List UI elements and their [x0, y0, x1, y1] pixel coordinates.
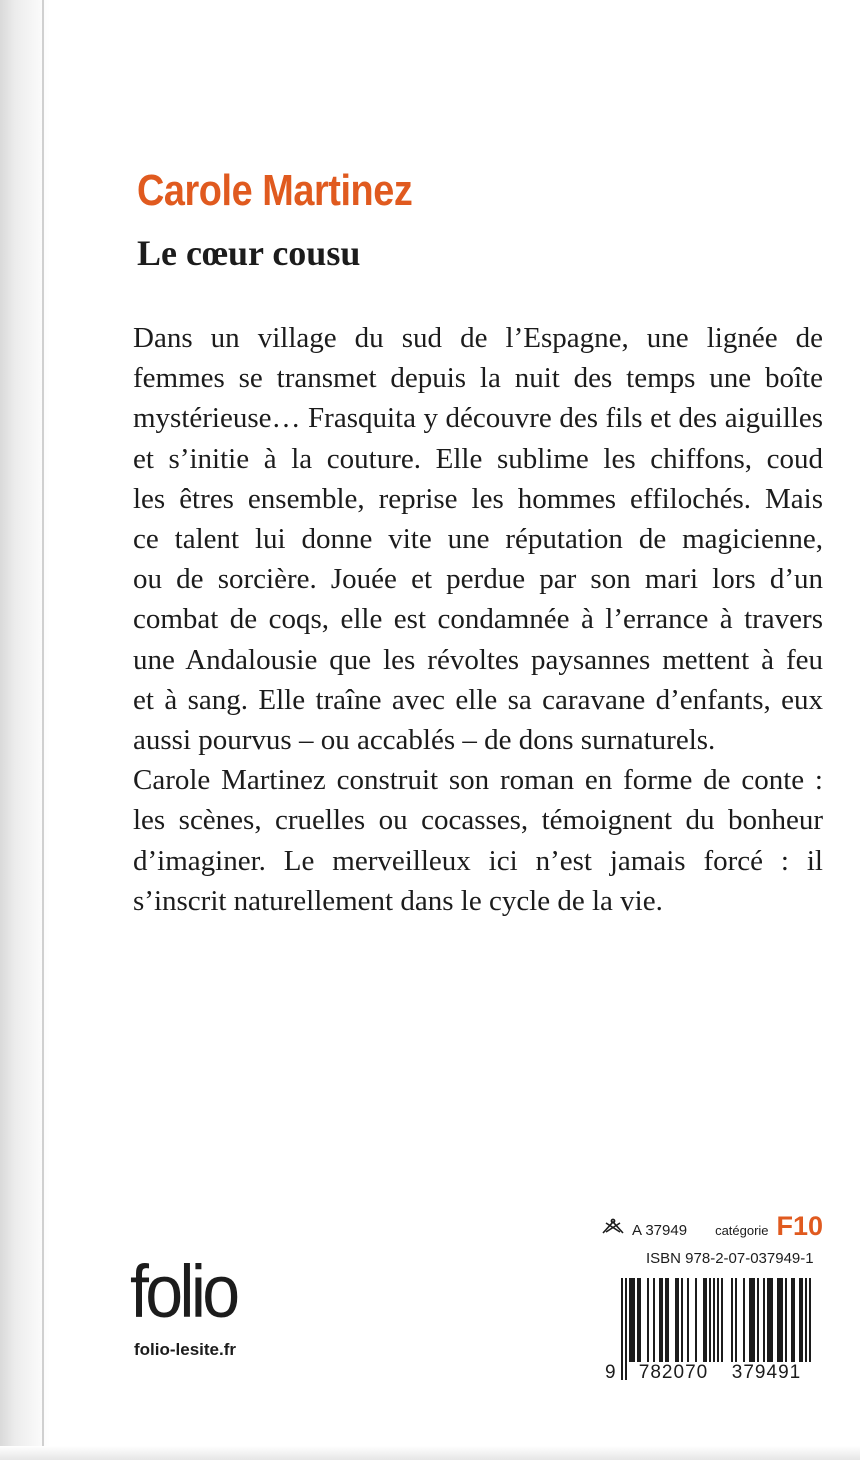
- blurb-line: Carole Martinez construit son roman en forme de conte :: [133, 764, 823, 797]
- book-title: Le cœur cousu: [137, 233, 361, 273]
- barcode-bar: [695, 1278, 697, 1366]
- barcode-bar: [777, 1278, 779, 1366]
- barcode-bar: [709, 1278, 711, 1366]
- barcode-bar: [793, 1278, 795, 1366]
- blurb-line: ou de sorcière. Jouée et perdue par son mari lors d’un: [133, 563, 823, 596]
- barcode-first-digit: 9: [605, 1362, 616, 1383]
- blurb-line: ce talent lui donne vite une réputation de magicienne,: [133, 523, 823, 556]
- barcode-bar: [665, 1278, 667, 1366]
- author-name: Carole Martinez: [137, 166, 413, 215]
- blurb-line: et à sang. Elle traîne avec elle sa caravane d’enfants, eux: [133, 683, 823, 716]
- barcode-bar: [647, 1278, 649, 1366]
- blurb-text: [133, 318, 823, 921]
- barcode-bar: [687, 1278, 689, 1366]
- barcode-bar: [659, 1278, 661, 1366]
- barcode-bar: [785, 1278, 787, 1366]
- blurb-line: s’inscrit naturellement dans le cycle de la vie.: [133, 884, 663, 917]
- barcode-bar: [703, 1278, 705, 1366]
- barcode-bar: [781, 1278, 783, 1366]
- barcode-bar: [735, 1278, 737, 1366]
- barcode-bar: [753, 1278, 755, 1366]
- barcode-bar: [677, 1278, 679, 1366]
- barcode-bar: [721, 1278, 723, 1366]
- publisher-website: folio-lesite.fr: [134, 1340, 237, 1359]
- barcode-bar: [661, 1278, 663, 1366]
- barcode-bar: [751, 1278, 753, 1366]
- barcode-bar: [757, 1278, 759, 1366]
- cover-left-edge: [0, 0, 50, 1460]
- barcode-bar: [675, 1278, 677, 1366]
- barcode-bar: [767, 1278, 769, 1366]
- category-code: F10: [776, 1211, 824, 1241]
- category-label: catégorie: [715, 1223, 769, 1238]
- barcode-bar: [743, 1278, 745, 1366]
- barcode-bar: [763, 1278, 765, 1366]
- barcode-bar: [681, 1278, 683, 1366]
- cover-bottom-edge: [0, 1446, 860, 1460]
- blurb-line: et s’initie à la couture. Elle sublime les chiffons, coud: [133, 442, 823, 475]
- barcode: [605, 1278, 825, 1388]
- barcode-bar: [749, 1278, 751, 1366]
- blurb-line: aussi pourvus – ou accablés – de dons surnaturels.: [133, 724, 716, 757]
- barcode-bar: [705, 1278, 707, 1366]
- gallimard-logo-icon: [600, 1217, 626, 1237]
- barcode-bar: [629, 1278, 631, 1366]
- barcode-bar: [637, 1278, 639, 1366]
- publisher-logo: folio: [130, 1250, 237, 1333]
- isbn-text: ISBN 978-2-07-037949-1: [646, 1250, 814, 1267]
- blurb-line: mystérieuse… Frasquita y découvre des fils et des aiguilles: [133, 402, 823, 435]
- barcode-bar: [769, 1278, 771, 1366]
- catalog-row: [600, 1213, 823, 1240]
- barcode-bar: [653, 1278, 655, 1366]
- barcode-bar: [667, 1278, 669, 1366]
- barcode-bar: [731, 1278, 733, 1366]
- barcode-bar: [779, 1278, 781, 1366]
- blurb-line: combat de coqs, elle est condamnée à l’errance à travers: [133, 603, 823, 636]
- barcode-bar: [639, 1278, 641, 1366]
- catalog-code: A 37949: [632, 1222, 688, 1239]
- barcode-digits: [605, 1362, 825, 1384]
- barcode-bar: [771, 1278, 773, 1366]
- blurb-line: les êtres ensemble, reprise les hommes effilochés. Mais: [133, 482, 823, 515]
- barcode-bar: [799, 1278, 801, 1366]
- blurb-line: Dans un village du sud de l’Espagne, une lignée de: [133, 322, 823, 354]
- blurb-line: d’imaginer. Le merveilleux ici n’est jamais forcé : il: [133, 844, 823, 877]
- barcode-left-group: 782070: [627, 1362, 720, 1384]
- barcode-bar: [801, 1278, 803, 1366]
- barcode-bar: [791, 1278, 793, 1366]
- blurb-line: une Andalousie que les révoltes paysannes mettent à feu: [133, 643, 823, 676]
- barcode-right-group: 379491: [720, 1362, 813, 1384]
- barcode-bar: [633, 1278, 635, 1366]
- blurb-line: femmes se transmet depuis la nuit des temps une boîte: [133, 362, 823, 395]
- barcode-bar: [631, 1278, 633, 1366]
- blurb-line: les scènes, cruelles ou cocasses, témoignent du bonheur: [133, 804, 823, 837]
